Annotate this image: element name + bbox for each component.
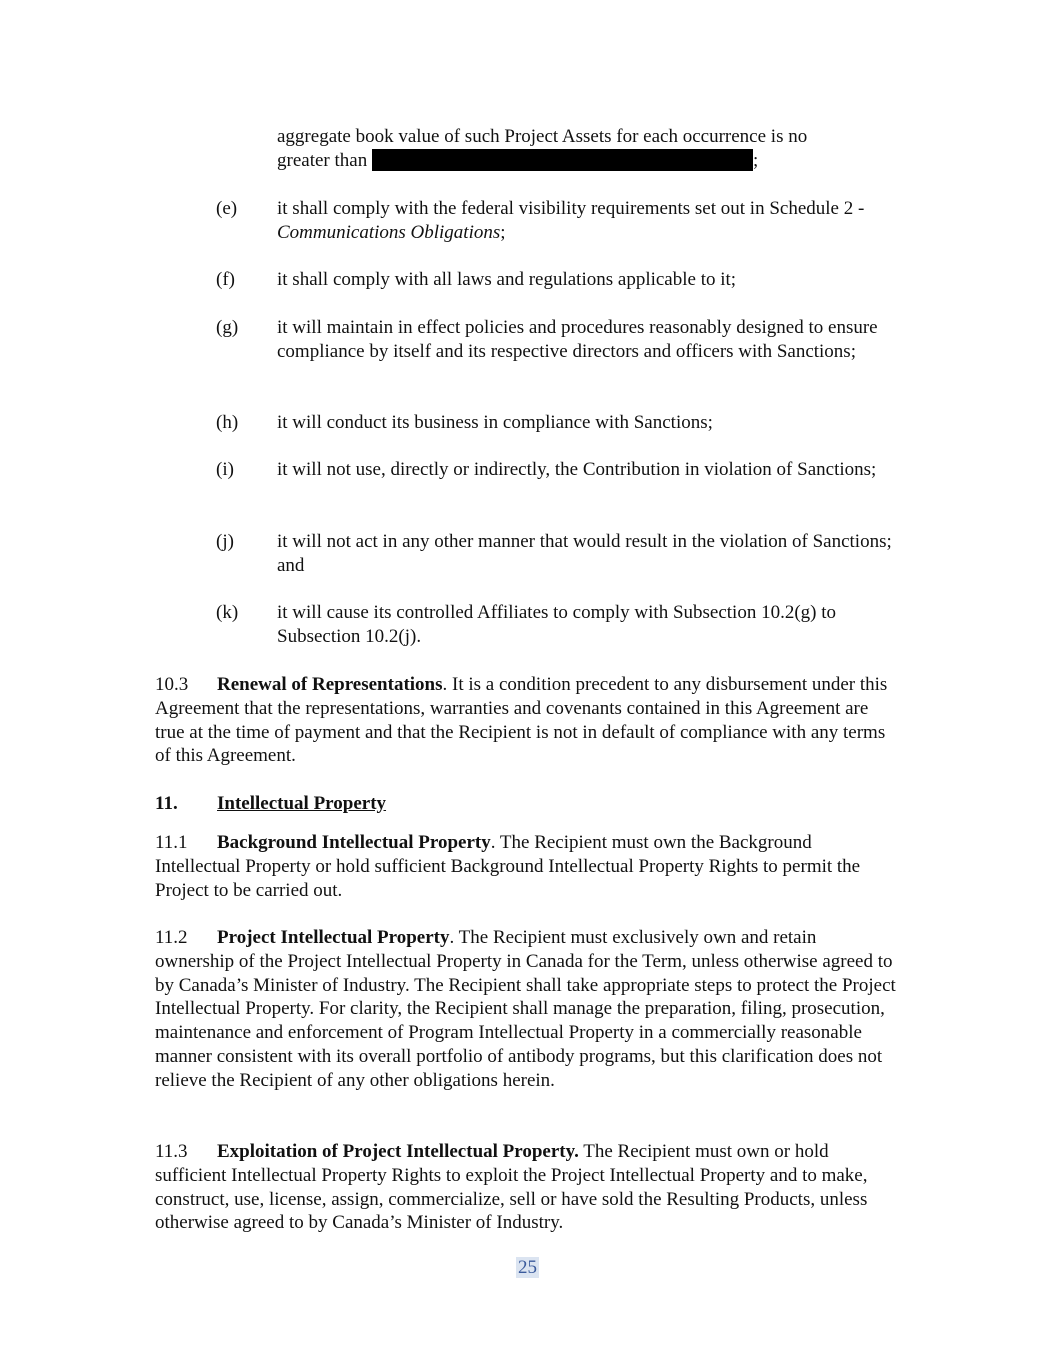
list-item xyxy=(216,411,916,435)
list-item-text: it shall comply with all laws and regulations applicable to it; xyxy=(277,269,737,290)
section-10-3 xyxy=(155,673,900,768)
list-item-label: (g) xyxy=(216,317,239,338)
section-number: 11.2 xyxy=(155,927,188,948)
section-number: 10.3 xyxy=(155,674,189,695)
list-item-text: it will maintain in effect policies and procedures reasonably designed to ensure compliance by itself and its respective directors and officers with Sanctions; xyxy=(277,317,878,362)
section-body: . It is a condition precedent to any disbursement under this Agreement that the representations, warranties and covenants contained in this Agreement are true at the time of payment and that the Recipient is not in default of compliance with any terms of this Agreement. xyxy=(155,674,888,767)
list-item xyxy=(216,530,916,578)
list-item xyxy=(216,316,916,364)
page-number-text: 25 xyxy=(518,1257,537,1278)
list-item xyxy=(216,197,916,245)
section-number: 11. xyxy=(155,793,178,814)
section-title: Project Intellectual Property xyxy=(217,927,450,948)
section-11-heading xyxy=(155,792,386,816)
list-item-text: it will cause its controlled Affiliates to comply with Subsection 10.2(g) to Subsection 10.2(j). xyxy=(277,602,837,647)
list-item xyxy=(216,268,916,292)
section-number: 11.3 xyxy=(155,1141,188,1162)
section-body: . The Recipient must own the Background Intellectual Property or hold sufficient Background Intellectual Property Rights to permit the Project to be carried out. xyxy=(155,832,861,901)
list-item xyxy=(216,601,916,649)
list-item-text xyxy=(277,197,916,245)
section-body: . The Recipient must exclusively own and retain ownership of the Project Intellectual Property in Canada for the Term, unless otherwise agreed to by Canada’s Minister of Industry. The Recipient shall take appropriate steps to protect the Project Intellectual Property. For clarity, the Recipient shall manage the preparation, filing, prosecution, maintenance and enforcement of Program Intellectual Property in a commercially reasonable manner consistent with its overall portfolio of antibody programs, but this clarification does not relieve the Recipient of any other obligations herein. xyxy=(155,927,896,1091)
list-item-label: (h) xyxy=(216,412,239,433)
list-item-text: it will not use, directly or indirectly, the Contribution in violation of Sanctions; xyxy=(277,459,877,480)
list-item-italic-text: Communications Obligations xyxy=(277,221,501,243)
list-item-text-part: it shall comply with the federal visibility requirements set out in Schedule 2 - xyxy=(277,198,865,219)
section-body: The Recipient must own or hold sufficient Intellectual Property Rights to exploit the Project Intellectual Property and to make, construct, use, license, assign, commercialize, sell or have sold the Resulting Products, unless otherwise agreed to by Canada’s Minister of Industry. xyxy=(155,1141,868,1234)
continuation-text xyxy=(277,125,917,173)
section-title: Renewal of Representations xyxy=(217,674,443,695)
list-item-label: (k) xyxy=(216,602,239,623)
continuation-line-1: aggregate book value of such Project Assets for each occurrence is no xyxy=(277,126,808,147)
continuation-line-2-suffix: ; xyxy=(752,149,759,171)
section-11-3 xyxy=(155,1140,900,1235)
redaction-block xyxy=(372,149,753,171)
list-item-text: it will not act in any other manner that would result in the violation of Sanctions; and xyxy=(277,531,892,576)
list-item-label: (e) xyxy=(216,198,238,219)
section-title: Exploitation of Project Intellectual Property. xyxy=(217,1141,579,1162)
section-heading-title: Intellectual Property xyxy=(217,793,387,814)
list-item-label: (j) xyxy=(216,531,234,552)
list-item-text-part: ; xyxy=(500,221,506,243)
list-item-text: it will conduct its business in compliance with Sanctions; xyxy=(277,412,713,433)
list-item xyxy=(216,458,916,482)
section-11-1 xyxy=(155,831,900,902)
section-11-2 xyxy=(155,926,900,1093)
list-item-label: (f) xyxy=(216,269,235,290)
page-number xyxy=(0,1256,1055,1280)
section-number: 11.1 xyxy=(155,832,188,853)
section-title: Background Intellectual Property xyxy=(217,832,491,853)
list-item-label: (i) xyxy=(216,459,234,480)
continuation-line-2-prefix: greater than xyxy=(277,149,368,171)
